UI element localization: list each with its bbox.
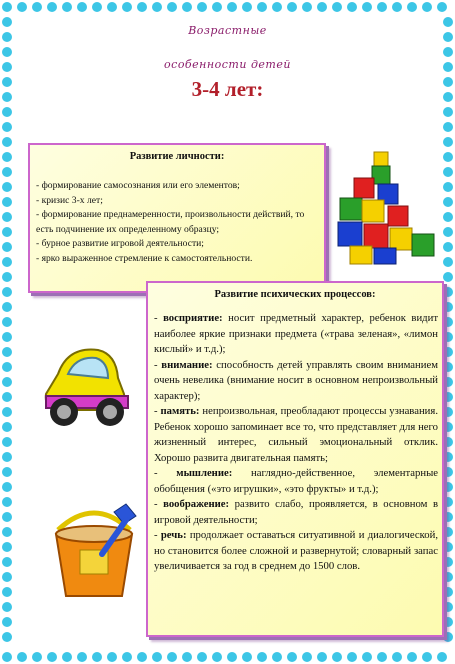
border-dot (443, 272, 453, 282)
border-dot (122, 652, 132, 662)
border-dot (377, 652, 387, 662)
border-dot (2, 467, 12, 477)
border-dot (152, 652, 162, 662)
border-dot (62, 652, 72, 662)
border-dot (2, 182, 12, 192)
border-dot (2, 632, 12, 642)
border-dot (443, 347, 453, 357)
border-dot (302, 2, 312, 12)
list-item: - бурное развитие игровой деятельности; (36, 238, 204, 250)
border-dot (362, 2, 372, 12)
border-dot (443, 527, 453, 537)
border-dot (443, 137, 453, 147)
border-dot (443, 392, 453, 402)
border-dot (443, 317, 453, 327)
border-dot (47, 652, 57, 662)
border-dot (2, 197, 12, 207)
border-dot (443, 467, 453, 477)
border-dot (422, 652, 432, 662)
border-dot (2, 227, 12, 237)
border-dot (347, 2, 357, 12)
list-item: - ярко выраженное стремление к самостоятельности. (36, 252, 253, 264)
personality-list (36, 179, 318, 267)
border-dot (137, 652, 147, 662)
border-dot (2, 512, 12, 522)
list-item: - мышление: наглядно-действенное, элементарные обобщения («это игрушки», «это фрукты» и т.д.); (154, 467, 438, 495)
border-dot (2, 602, 12, 612)
border-dot (443, 512, 453, 522)
border-dot (443, 617, 453, 627)
border-dot (92, 652, 102, 662)
border-dot (332, 2, 342, 12)
border-dot (317, 652, 327, 662)
border-dot (257, 2, 267, 12)
term: восприятие: (163, 312, 223, 324)
border-dot (272, 652, 282, 662)
personality-development-box (28, 143, 326, 293)
border-dot (2, 557, 12, 567)
blocks-tower-image (334, 148, 440, 266)
border-dot (443, 212, 453, 222)
border-dot (443, 122, 453, 132)
border-dot (2, 272, 12, 282)
mental-list (154, 311, 438, 575)
border-dot (17, 652, 27, 662)
border-dot (2, 527, 12, 537)
border-dot (47, 2, 57, 12)
border-dot (2, 572, 12, 582)
border-dot (443, 437, 453, 447)
border-dot (407, 2, 417, 12)
border-dot (2, 107, 12, 117)
mental-title: Развитие психических процессов: (214, 289, 376, 300)
border-dot (2, 302, 12, 312)
border-dot (2, 422, 12, 432)
border-dot (443, 497, 453, 507)
border-dot (62, 2, 72, 12)
border-dot (2, 347, 12, 357)
border-dot (407, 652, 417, 662)
list-item: - память: непроизвольная, преобладают процессы узнавания. Ребенок хорошо запоминает все то, что представляет для него жизненный интерес, сильный эмоциональный отклик. Хорошо развита двигательная память; (154, 405, 438, 464)
border-dot (443, 572, 453, 582)
term: внимание: (161, 358, 213, 371)
border-dot (212, 2, 222, 12)
border-dot (2, 242, 12, 252)
border-dot (242, 2, 252, 12)
border-dot (443, 227, 453, 237)
border-dot (122, 2, 132, 12)
border-dot (77, 652, 87, 662)
border-dot (2, 362, 12, 372)
border-dot (287, 2, 297, 12)
border-dot (443, 257, 453, 267)
border-dot (2, 332, 12, 342)
border-dot (2, 482, 12, 492)
border-dot (32, 2, 42, 12)
border-dot (2, 652, 12, 662)
border-dot (443, 542, 453, 552)
border-dot (443, 452, 453, 462)
border-dot (227, 652, 237, 662)
border-dot (422, 2, 432, 12)
term: речь: (160, 529, 187, 541)
header-age: 3-4 лет: (191, 77, 264, 101)
border-dot (257, 652, 267, 662)
border-dot (2, 137, 12, 147)
border-dot (2, 167, 12, 177)
border-dot (77, 2, 87, 12)
border-dot (2, 377, 12, 387)
border-dot (107, 652, 117, 662)
border-dot (2, 2, 12, 12)
border-dot (152, 2, 162, 12)
header-line-1: Возрастные (188, 24, 267, 37)
border-dot (443, 332, 453, 342)
list-item: - формирование преднамеренности, произвольности действий, то есть подчинение их определенному образцу; (36, 209, 305, 235)
list-item: - кризис 3-х лет; (36, 194, 103, 206)
border-dot (287, 652, 297, 662)
border-dot (443, 197, 453, 207)
border-dot (443, 167, 453, 177)
border-dot (2, 122, 12, 132)
border-dot (2, 152, 12, 162)
border-dot (392, 2, 402, 12)
border-dot (182, 2, 192, 12)
border-dot (197, 652, 207, 662)
border-dot (443, 182, 453, 192)
border-dot (443, 557, 453, 567)
border-dot (437, 652, 447, 662)
list-item: - формирование самосознания или его элементов; (36, 180, 240, 191)
list-item: - внимание: способность детей управлять своим вниманием очень невелика (внимание носит в основном непроизвольный характер); (154, 358, 438, 402)
border-dot (167, 2, 177, 12)
border-dot (167, 652, 177, 662)
border-dot (2, 542, 12, 552)
border-dot (2, 257, 12, 267)
border-dot (443, 407, 453, 417)
border-dot (443, 287, 453, 297)
border-dot (443, 47, 453, 57)
term: воображение: (163, 498, 230, 510)
border-dot (443, 362, 453, 372)
border-dot (443, 107, 453, 117)
border-dot (347, 652, 357, 662)
border-dot (392, 652, 402, 662)
border-dot (377, 2, 387, 12)
border-dot (2, 212, 12, 222)
border-dot (317, 2, 327, 12)
border-dot (362, 652, 372, 662)
border-dot (443, 587, 453, 597)
border-dot (443, 302, 453, 312)
border-dot (107, 2, 117, 12)
toy-car-image (38, 338, 134, 434)
border-dot (332, 652, 342, 662)
border-dot (443, 602, 453, 612)
border-dot (227, 2, 237, 12)
border-dot (2, 392, 12, 402)
border-dot (2, 452, 12, 462)
border-dot (2, 407, 12, 417)
border-dot (197, 2, 207, 12)
border-dot (2, 317, 12, 327)
border-dot (2, 617, 12, 627)
border-dot (2, 437, 12, 447)
border-dot (302, 652, 312, 662)
border-dot (137, 2, 147, 12)
border-dot (272, 2, 282, 12)
border-dot (443, 242, 453, 252)
border-dot (2, 497, 12, 507)
header-line-2: особенности детей (164, 58, 291, 71)
border-dot (212, 652, 222, 662)
list-item: - восприятие: носит предметный характер, ребенок видит наиболее яркие признаки предмета («трава зеленая», «лимон кислый» и т.д.); (154, 312, 439, 355)
border-dot (2, 287, 12, 297)
border-dot (2, 587, 12, 597)
border-dot (443, 422, 453, 432)
list-item: - речь: продолжает оставаться ситуативной и диалогической, но становится более сложной и развернутой; словарный запас увеличивается за год в среднем до 1500 слов. (154, 529, 438, 572)
border-dot (2, 47, 12, 57)
border-dot (437, 2, 447, 12)
border-dot (443, 152, 453, 162)
border-dot (32, 652, 42, 662)
border-dot (17, 2, 27, 12)
sand-bucket-image (44, 500, 144, 604)
personality-title: Развитие личности: (129, 151, 225, 162)
border-dot (92, 2, 102, 12)
border-dot (443, 482, 453, 492)
mental-processes-box (146, 281, 444, 637)
border-dot (443, 377, 453, 387)
term: память: (160, 405, 200, 417)
term: мышление: (176, 467, 233, 479)
border-dot (182, 652, 192, 662)
list-item: - воображение: развито слабо, проявляется, в основном в игровой деятельности; (154, 498, 438, 526)
border-dot (242, 652, 252, 662)
border-dot (443, 632, 453, 642)
